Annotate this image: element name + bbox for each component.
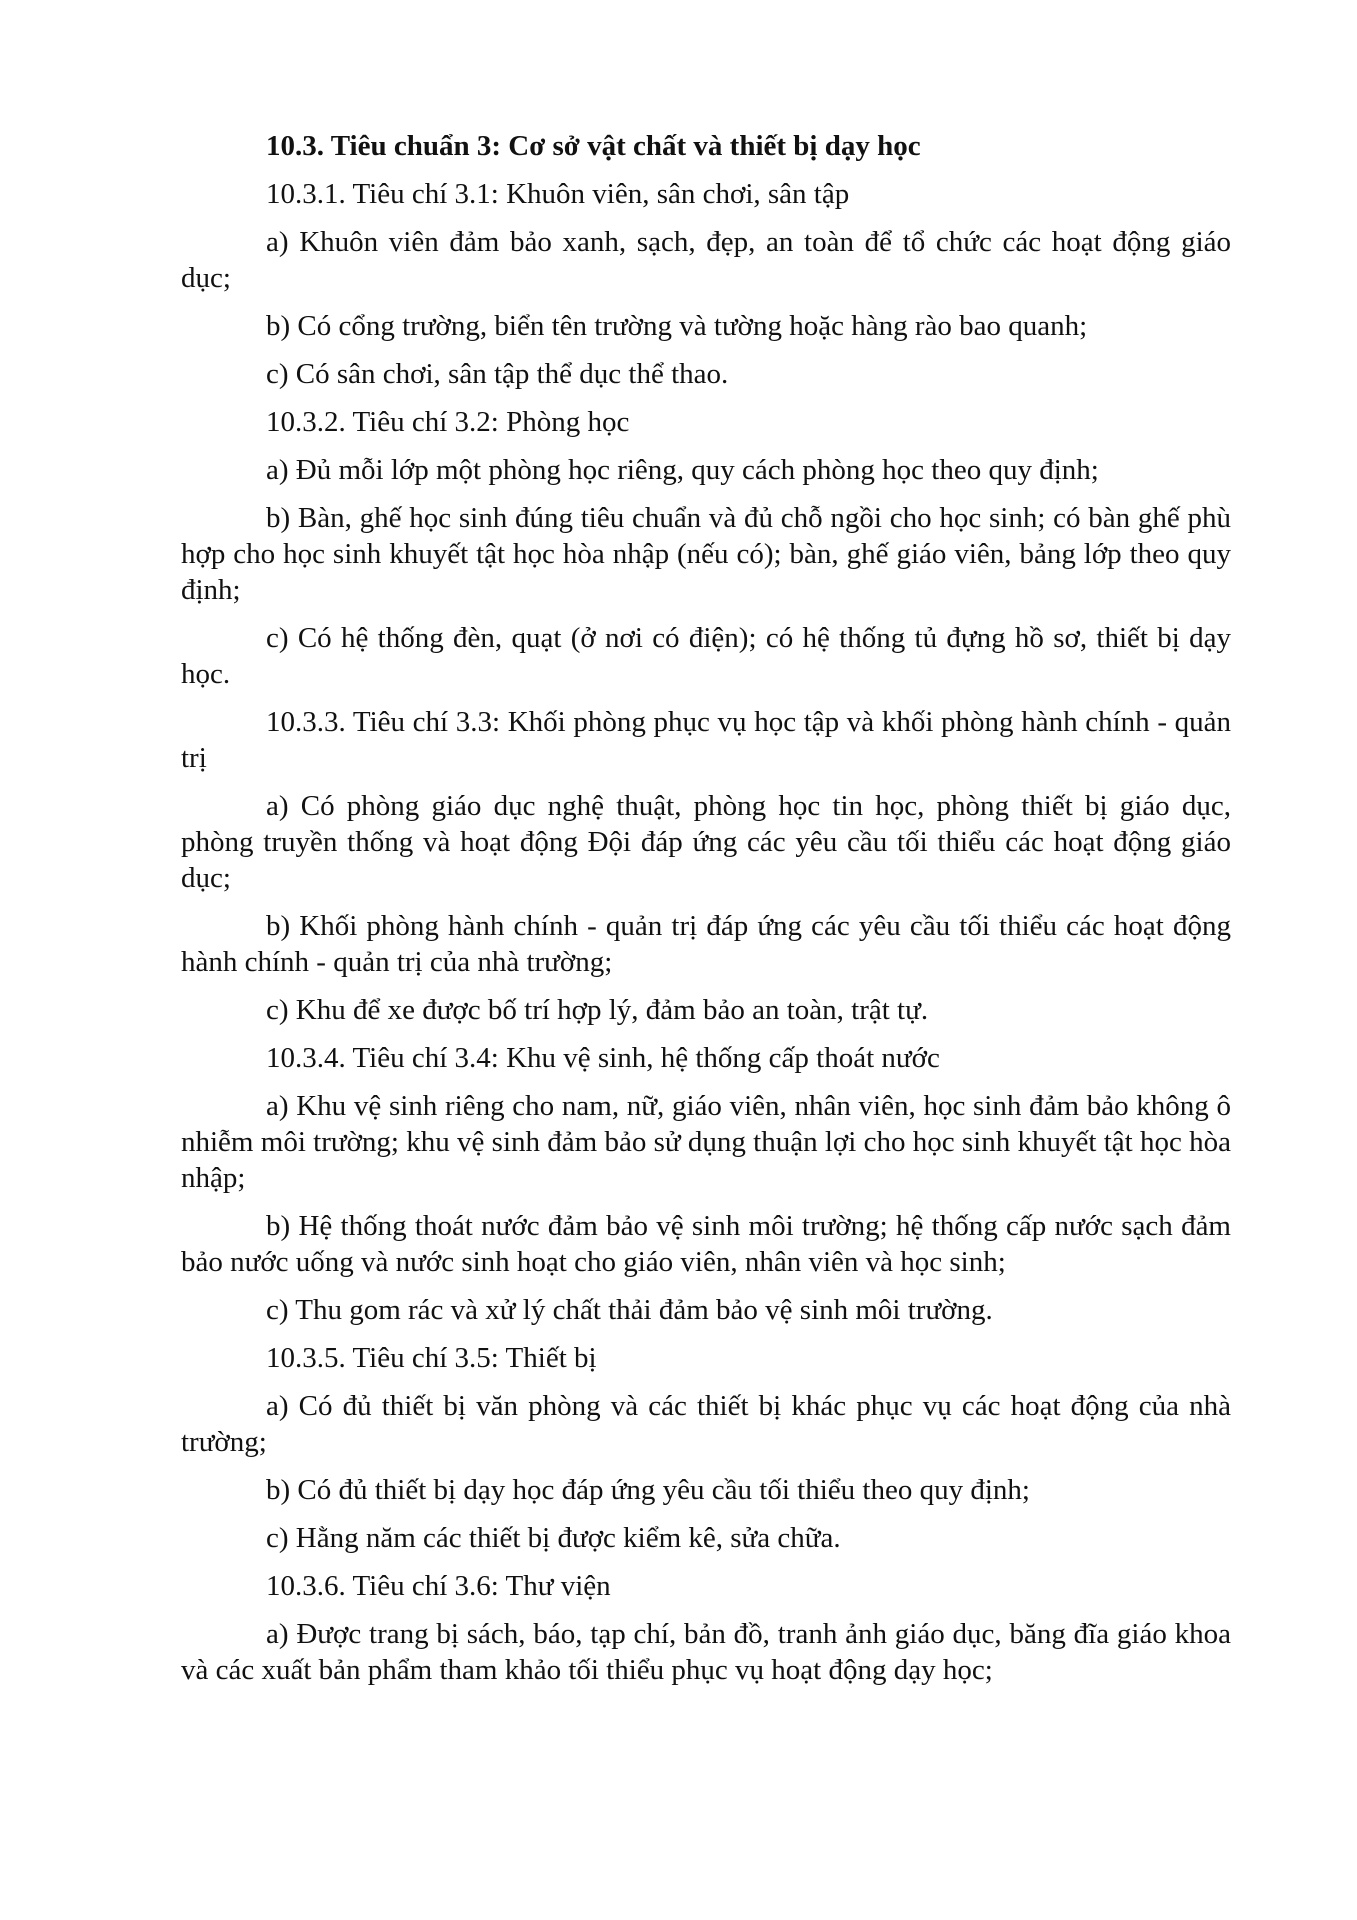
criterion-3-5-item-c: c) Hằng năm các thiết bị được kiểm kê, sửa chữa. xyxy=(266,1522,841,1554)
criterion-3-1-item-b: b) Có cổng trường, biển tên trường và tường hoặc hàng rào bao quanh; xyxy=(266,310,1088,342)
criterion-3-1-item-a: a) Khuôn viên đảm bảo xanh, sạch, đẹp, an toàn để tổ chức các hoạt động giáo dục; xyxy=(181,226,1231,294)
criterion-3-2-title: 10.3.2. Tiêu chí 3.2: Phòng học xyxy=(266,406,630,438)
document-body xyxy=(181,128,1231,1700)
criterion-3-3-title: 10.3.3. Tiêu chí 3.3: Khối phòng phục vụ học tập và khối phòng hành chính - quản trị xyxy=(181,706,1231,774)
criterion-3-6-item-a: a) Được trang bị sách, báo, tạp chí, bản đồ, tranh ảnh giáo dục, băng đĩa giáo khoa và các xuất bản phẩm tham khảo tối thiểu phục vụ hoạt động dạy học; xyxy=(181,1618,1231,1686)
criterion-3-1-item-c: c) Có sân chơi, sân tập thể dục thể thao. xyxy=(266,358,729,390)
criterion-3-4-item-b: b) Hệ thống thoát nước đảm bảo vệ sinh môi trường; hệ thống cấp nước sạch đảm bảo nước uống và nước sinh hoạt cho giáo viên, nhân viên và học sinh; xyxy=(181,1210,1231,1278)
criterion-3-4-title: 10.3.4. Tiêu chí 3.4: Khu vệ sinh, hệ thống cấp thoát nước xyxy=(266,1042,940,1074)
criterion-3-3-item-c: c) Khu để xe được bố trí hợp lý, đảm bảo an toàn, trật tự. xyxy=(266,994,929,1026)
criterion-3-6-title: 10.3.6. Tiêu chí 3.6: Thư viện xyxy=(266,1570,611,1602)
criterion-3-2-item-c: c) Có hệ thống đèn, quạt (ở nơi có điện); có hệ thống tủ đựng hồ sơ, thiết bị dạy học. xyxy=(181,622,1231,690)
criterion-3-5-item-a: a) Có đủ thiết bị văn phòng và các thiết bị khác phục vụ các hoạt động của nhà trường; xyxy=(181,1390,1231,1458)
criterion-3-1-title: 10.3.1. Tiêu chí 3.1: Khuôn viên, sân chơi, sân tập xyxy=(266,178,850,210)
criterion-3-2-item-b: b) Bàn, ghế học sinh đúng tiêu chuẩn và đủ chỗ ngồi cho học sinh; có bàn ghế phù hợp cho học sinh khuyết tật học hòa nhập (nếu có); bàn, ghế giáo viên, bảng lớp theo quy định; xyxy=(181,502,1231,606)
criterion-3-5-title: 10.3.5. Tiêu chí 3.5: Thiết bị xyxy=(266,1342,597,1374)
criterion-3-5-item-b: b) Có đủ thiết bị dạy học đáp ứng yêu cầu tối thiểu theo quy định; xyxy=(266,1474,1030,1506)
criterion-3-3-item-a: a) Có phòng giáo dục nghệ thuật, phòng học tin học, phòng thiết bị giáo dục, phòng truyền thống và hoạt động Đội đáp ứng các yêu cầu tối thiểu các hoạt động giáo dục; xyxy=(181,790,1231,894)
section-heading: 10.3. Tiêu chuẩn 3: Cơ sở vật chất và thiết bị dạy học xyxy=(266,130,921,162)
criterion-3-4-item-c: c) Thu gom rác và xử lý chất thải đảm bảo vệ sinh môi trường. xyxy=(266,1294,993,1326)
criterion-3-4-item-a: a) Khu vệ sinh riêng cho nam, nữ, giáo viên, nhân viên, học sinh đảm bảo không ô nhiễm môi trường; khu vệ sinh đảm bảo sử dụng thuận lợi cho học sinh khuyết tật học hòa nhập; xyxy=(181,1090,1231,1194)
criterion-3-3-item-b: b) Khối phòng hành chính - quản trị đáp ứng các yêu cầu tối thiểu các hoạt động hành chính - quản trị của nhà trường; xyxy=(181,910,1231,978)
criterion-3-2-item-a: a) Đủ mỗi lớp một phòng học riêng, quy cách phòng học theo quy định; xyxy=(266,454,1099,486)
